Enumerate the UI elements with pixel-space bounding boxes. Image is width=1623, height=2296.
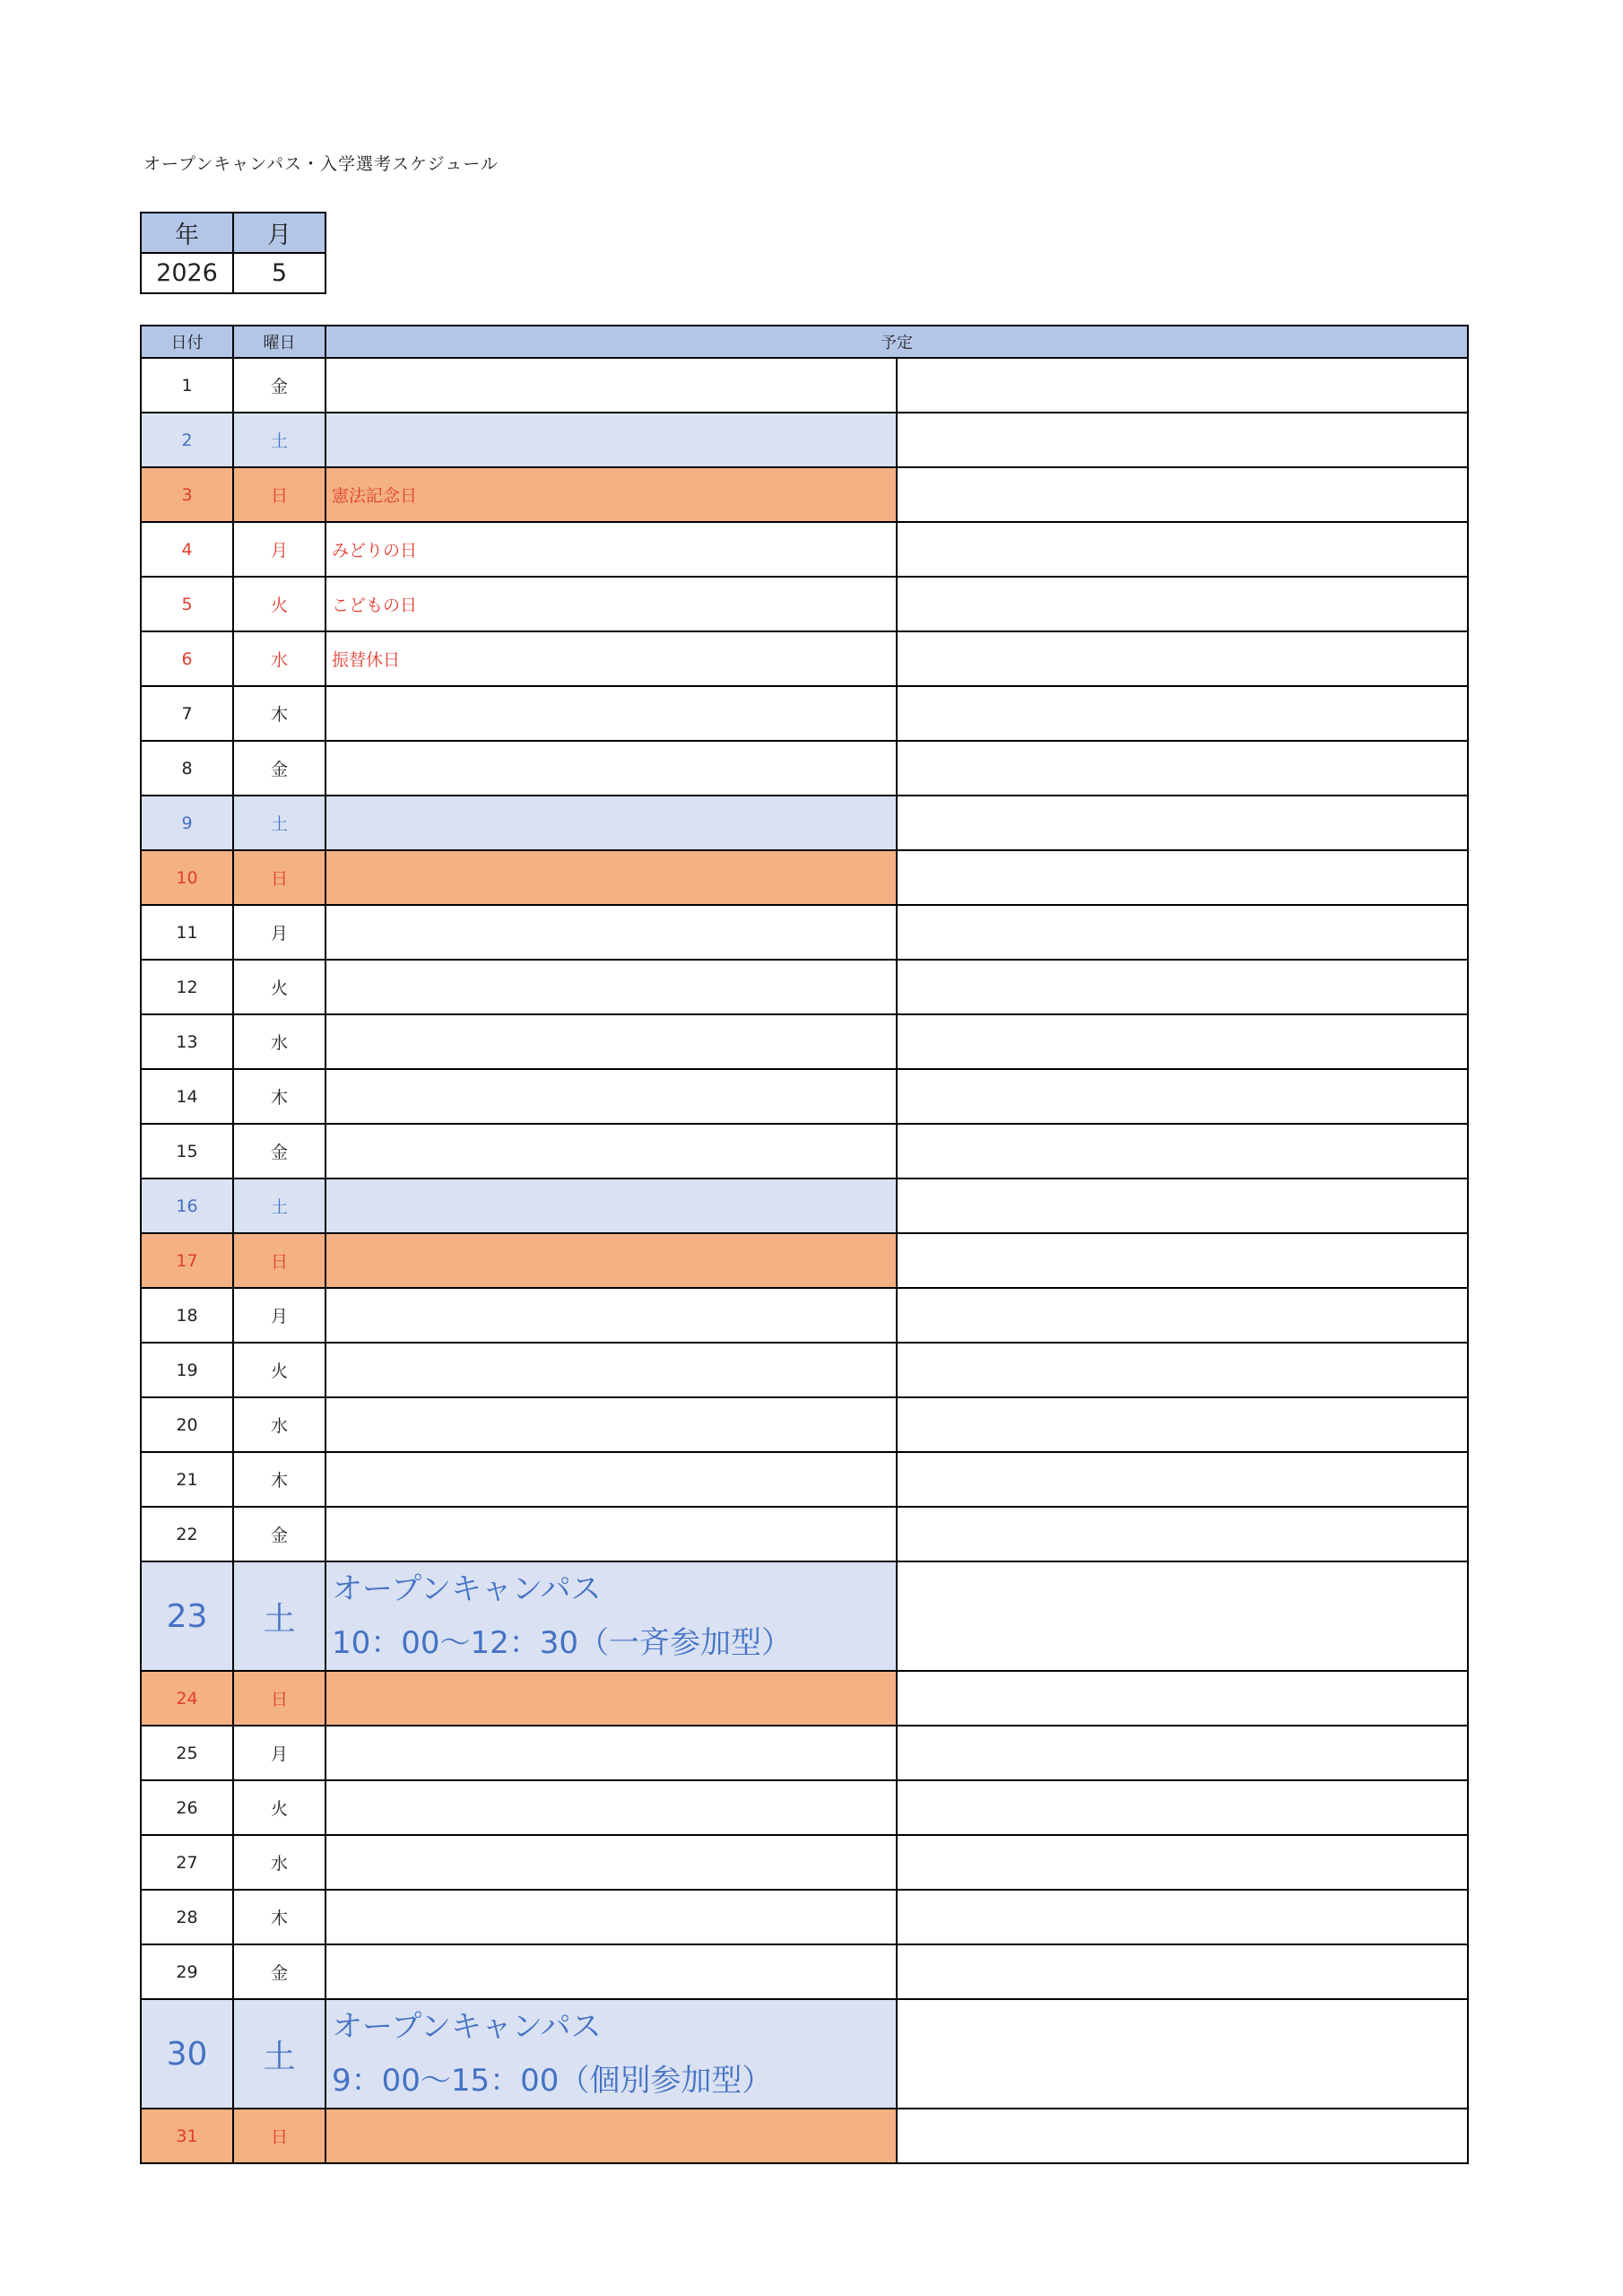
- year-value[interactable]: 2026: [141, 253, 233, 293]
- event-cell[interactable]: [325, 1343, 897, 1397]
- memo-cell[interactable]: [897, 960, 1468, 1014]
- memo-cell[interactable]: [897, 796, 1468, 850]
- weekday-cell[interactable]: 土: [233, 413, 325, 467]
- schedule-row: [141, 467, 1468, 522]
- schedule-row: [141, 577, 1468, 631]
- memo-cell[interactable]: [897, 2109, 1468, 2163]
- schedule-row: [141, 1069, 1468, 1124]
- schedule-row: [141, 358, 1468, 413]
- memo-cell[interactable]: [897, 686, 1468, 741]
- memo-cell[interactable]: [897, 1452, 1468, 1507]
- memo-cell[interactable]: [897, 577, 1468, 631]
- schedule-row: [141, 2109, 1468, 2163]
- schedule-row: [141, 1343, 1468, 1397]
- weekday-cell[interactable]: 金: [233, 358, 325, 413]
- date-cell[interactable]: 21: [141, 1452, 233, 1507]
- schedule-row: [141, 1288, 1468, 1343]
- schedule-row: [141, 1780, 1468, 1835]
- event-cell[interactable]: 憲法記念日: [325, 467, 897, 522]
- schedule-row: [141, 1233, 1468, 1288]
- event-time: 10：00～12：30（一斉参加型）: [332, 1625, 793, 1661]
- weekday-cell[interactable]: 日: [233, 1671, 325, 1726]
- event-cell[interactable]: [325, 1178, 897, 1233]
- memo-cell[interactable]: [897, 1726, 1468, 1780]
- schedule-row: [141, 1944, 1468, 1999]
- date-cell[interactable]: 10: [141, 850, 233, 905]
- schedule-row: [141, 1890, 1468, 1944]
- date-cell[interactable]: 2: [141, 413, 233, 467]
- event-cell[interactable]: [325, 413, 897, 467]
- memo-cell[interactable]: [897, 413, 1468, 467]
- date-cell[interactable]: 5: [141, 577, 233, 631]
- weekday-cell[interactable]: 木: [233, 1452, 325, 1507]
- weekday-cell[interactable]: 火: [233, 1780, 325, 1835]
- event-cell[interactable]: [325, 1452, 897, 1507]
- memo-cell[interactable]: [897, 1890, 1468, 1944]
- schedule-row: [141, 1999, 1468, 2109]
- event-cell[interactable]: みどりの日: [325, 522, 897, 577]
- event-cell[interactable]: [325, 1014, 897, 1069]
- schedule-header-row: [141, 326, 1468, 358]
- event-cell[interactable]: [325, 796, 897, 850]
- date-cell[interactable]: 9: [141, 796, 233, 850]
- month-header: 月: [233, 213, 325, 253]
- weekday-cell[interactable]: 木: [233, 1890, 325, 1944]
- memo-cell[interactable]: [897, 905, 1468, 960]
- schedule-row: [141, 1671, 1468, 1726]
- weekday-cell[interactable]: 水: [233, 631, 325, 686]
- schedule-row: [141, 1507, 1468, 1561]
- memo-cell[interactable]: [897, 1397, 1468, 1452]
- weekday-cell[interactable]: 水: [233, 1835, 325, 1890]
- date-cell[interactable]: 16: [141, 1178, 233, 1233]
- schedule-row: [141, 1397, 1468, 1452]
- weekday-cell[interactable]: 水: [233, 1014, 325, 1069]
- schedule-row: [141, 631, 1468, 686]
- schedule-row: [141, 1726, 1468, 1780]
- event-cell[interactable]: [325, 1890, 897, 1944]
- weekday-cell[interactable]: 土: [233, 1561, 325, 1671]
- event-cell[interactable]: [325, 1835, 897, 1890]
- event-cell[interactable]: [325, 1726, 897, 1780]
- event-cell[interactable]: [325, 1671, 897, 1726]
- event-cell[interactable]: [325, 1999, 897, 2109]
- memo-cell[interactable]: [897, 1671, 1468, 1726]
- weekday-cell[interactable]: 金: [233, 1124, 325, 1178]
- date-cell[interactable]: 25: [141, 1726, 233, 1780]
- date-cell[interactable]: 4: [141, 522, 233, 577]
- event-cell[interactable]: [325, 741, 897, 796]
- memo-cell[interactable]: [897, 1507, 1468, 1561]
- schedule-table: [140, 325, 1469, 2164]
- schedule-row: [141, 1835, 1468, 1890]
- memo-cell[interactable]: [897, 1178, 1468, 1233]
- date-cell[interactable]: 17: [141, 1233, 233, 1288]
- year-header: 年: [141, 213, 233, 253]
- date-cell[interactable]: 26: [141, 1780, 233, 1835]
- schedule-row: [141, 686, 1468, 741]
- schedule-row: [141, 850, 1468, 905]
- date-cell[interactable]: 28: [141, 1890, 233, 1944]
- weekday-cell[interactable]: 土: [233, 1178, 325, 1233]
- weekday-cell[interactable]: 月: [233, 905, 325, 960]
- memo-cell[interactable]: [897, 1233, 1468, 1288]
- date-cell[interactable]: 31: [141, 2109, 233, 2163]
- event-time: 9：00～15：00（個別参加型）: [332, 2063, 773, 2099]
- schedule-row: [141, 1561, 1468, 1671]
- schedule-row: [141, 413, 1468, 467]
- event-cell[interactable]: [325, 1124, 897, 1178]
- date-cell[interactable]: 27: [141, 1835, 233, 1890]
- memo-cell[interactable]: [897, 741, 1468, 796]
- event-cell[interactable]: [325, 1507, 897, 1561]
- schedule-row: [141, 960, 1468, 1014]
- weekday-cell[interactable]: 土: [233, 1999, 325, 2109]
- memo-cell[interactable]: [897, 1288, 1468, 1343]
- memo-cell[interactable]: [897, 1124, 1468, 1178]
- weekday-cell[interactable]: 月: [233, 522, 325, 577]
- schedule-row: [141, 522, 1468, 577]
- date-cell[interactable]: 3: [141, 467, 233, 522]
- memo-cell[interactable]: [897, 1561, 1468, 1671]
- event-title: オープンキャンパス: [332, 2009, 602, 2045]
- weekday-cell[interactable]: 金: [233, 1507, 325, 1561]
- memo-cell[interactable]: [897, 1780, 1468, 1835]
- schedule-row: [141, 1014, 1468, 1069]
- memo-cell[interactable]: [897, 850, 1468, 905]
- weekday-cell[interactable]: 木: [233, 1069, 325, 1124]
- event-cell[interactable]: [325, 1288, 897, 1343]
- event-cell[interactable]: [325, 2109, 897, 2163]
- weekday-cell[interactable]: 金: [233, 1944, 325, 1999]
- weekday-cell[interactable]: 月: [233, 1288, 325, 1343]
- date-cell[interactable]: 23: [141, 1561, 233, 1671]
- date-cell[interactable]: 22: [141, 1507, 233, 1561]
- date-cell[interactable]: 8: [141, 741, 233, 796]
- schedule-row: [141, 905, 1468, 960]
- weekday-cell[interactable]: 日: [233, 2109, 325, 2163]
- event-cell[interactable]: [325, 1944, 897, 1999]
- memo-cell[interactable]: [897, 1343, 1468, 1397]
- weekday-cell[interactable]: 金: [233, 741, 325, 796]
- date-cell[interactable]: 12: [141, 960, 233, 1014]
- memo-cell[interactable]: [897, 522, 1468, 577]
- month-value[interactable]: 5: [233, 253, 325, 293]
- weekday-cell[interactable]: 日: [233, 850, 325, 905]
- memo-cell[interactable]: [897, 358, 1468, 413]
- weekday-cell[interactable]: 火: [233, 577, 325, 631]
- date-cell[interactable]: 7: [141, 686, 233, 741]
- memo-cell[interactable]: [897, 467, 1468, 522]
- date-cell[interactable]: 11: [141, 905, 233, 960]
- weekday-cell[interactable]: 月: [233, 1726, 325, 1780]
- event-cell[interactable]: こどもの日: [325, 577, 897, 631]
- event-cell[interactable]: [325, 905, 897, 960]
- event-cell[interactable]: [325, 686, 897, 741]
- event-cell[interactable]: [325, 1780, 897, 1835]
- weekday-cell[interactable]: 火: [233, 960, 325, 1014]
- memo-cell[interactable]: [897, 1944, 1468, 1999]
- date-cell[interactable]: 15: [141, 1124, 233, 1178]
- date-cell[interactable]: 13: [141, 1014, 233, 1069]
- event-cell[interactable]: [325, 1397, 897, 1452]
- memo-cell[interactable]: [897, 1069, 1468, 1124]
- schedule-row: [141, 1124, 1468, 1178]
- weekday-cell[interactable]: 日: [233, 1233, 325, 1288]
- date-cell[interactable]: 20: [141, 1397, 233, 1452]
- year-month-table: [140, 212, 326, 294]
- date-cell[interactable]: 6: [141, 631, 233, 686]
- page-title: オープンキャンパス・入学選考スケジュール: [143, 154, 499, 174]
- plan-column-header: 予定: [325, 326, 1468, 358]
- memo-cell[interactable]: [897, 1835, 1468, 1890]
- weekday-cell[interactable]: 土: [233, 796, 325, 850]
- date-cell[interactable]: 18: [141, 1288, 233, 1343]
- schedule-row: [141, 796, 1468, 850]
- date-cell[interactable]: 14: [141, 1069, 233, 1124]
- memo-cell[interactable]: [897, 1999, 1468, 2109]
- weekday-cell[interactable]: 水: [233, 1397, 325, 1452]
- schedule-row: [141, 1452, 1468, 1507]
- event-cell[interactable]: 振替休日: [325, 631, 897, 686]
- event-cell[interactable]: [325, 1233, 897, 1288]
- event-cell[interactable]: [325, 1069, 897, 1124]
- date-cell[interactable]: 29: [141, 1944, 233, 1999]
- event-cell[interactable]: [325, 850, 897, 905]
- weekday-cell[interactable]: 火: [233, 1343, 325, 1397]
- schedule-row: [141, 1178, 1468, 1233]
- day-column-header: 曜日: [233, 326, 325, 358]
- event-cell[interactable]: [325, 1561, 897, 1671]
- event-cell[interactable]: [325, 358, 897, 413]
- memo-cell[interactable]: [897, 1014, 1468, 1069]
- date-cell[interactable]: 24: [141, 1671, 233, 1726]
- date-cell[interactable]: 30: [141, 1999, 233, 2109]
- memo-cell[interactable]: [897, 631, 1468, 686]
- date-cell[interactable]: 19: [141, 1343, 233, 1397]
- weekday-cell[interactable]: 日: [233, 467, 325, 522]
- weekday-cell[interactable]: 木: [233, 686, 325, 741]
- event-cell[interactable]: [325, 960, 897, 1014]
- date-column-header: 日付: [141, 326, 233, 358]
- date-cell[interactable]: 1: [141, 358, 233, 413]
- event-title: オープンキャンパス: [332, 1571, 602, 1607]
- schedule-row: [141, 741, 1468, 796]
